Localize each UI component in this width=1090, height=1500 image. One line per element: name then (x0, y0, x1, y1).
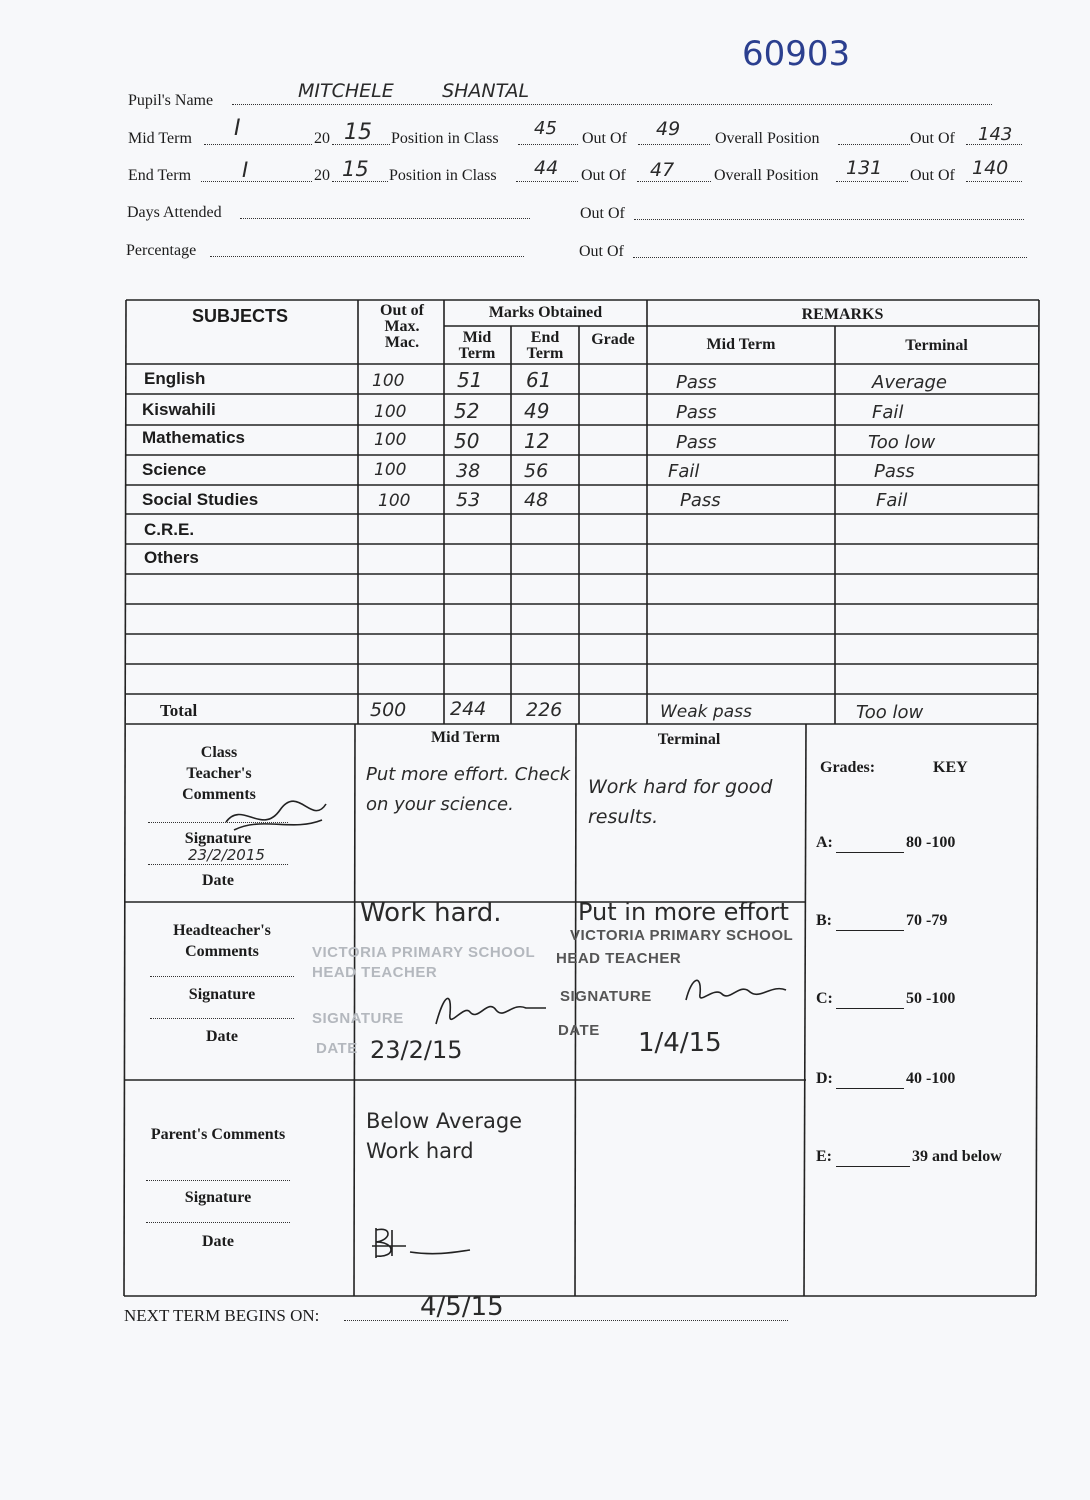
headteacher-mid-date: 23/2/15 (370, 1036, 463, 1064)
headteacher-signature-line (150, 1018, 294, 1019)
subjects-header: SUBJECTS (192, 306, 289, 326)
class-teacher-date-line (148, 864, 288, 865)
class-teacher-date-value: 23/2/2015 (188, 846, 265, 864)
terminal-stamp-school: VICTORIA PRIMARY SCHOOL (570, 927, 794, 944)
subject-name: Others (144, 548, 199, 567)
grade-header: Grade (591, 331, 635, 348)
end-term-mark: 12 (524, 429, 550, 453)
grade-underline (836, 930, 904, 931)
end-term-mark: 61 (526, 368, 552, 392)
end-out-of-label: Out Of (581, 167, 626, 184)
headteacher-terminal-comment: Put in more effort (578, 898, 789, 926)
mid-position-value: 45 (534, 118, 557, 139)
mid-overall-label: Overall Position (715, 130, 820, 147)
remark-terminal: Too low (868, 432, 936, 453)
total-remark-mid-term: Weak pass (660, 702, 752, 722)
grade-underline (836, 1008, 904, 1009)
comments-terminal-header: Terminal (657, 731, 721, 748)
end-overall-out-of-value: 140 (972, 157, 1009, 179)
total-mid-term: 244 (450, 698, 487, 720)
headteacher-mid-signature (430, 984, 550, 1034)
headteacher-terminal-signature (680, 970, 800, 1010)
total-label: Total (160, 701, 198, 720)
headteacher-signature-label: Signature (188, 986, 256, 1003)
mid-position-label: Position in Class (391, 130, 499, 147)
end-year-value: 15 (342, 157, 369, 181)
end-overall-label: Overall Position (714, 167, 819, 184)
grade-letter: C: (816, 990, 833, 1007)
remark-mid-term: Pass (676, 432, 717, 453)
remarks-header: REMARKS (801, 306, 884, 323)
pupil-name-label: Pupil's Name (128, 92, 214, 109)
remarks-mid-term-header: Mid Term (706, 336, 776, 353)
max-marks-header: Out of Max. Mac. (380, 302, 424, 351)
class-teacher-date-label: Date (202, 872, 234, 889)
total-end-term: 226 (526, 699, 563, 721)
headteacher-mid-comment: Work hard. (360, 898, 502, 928)
mid-term-mark: 51 (457, 368, 483, 392)
remark-mid-term: Pass (680, 490, 721, 511)
mid-term-label: Mid Term (128, 130, 192, 147)
mid-year-prefix: 20 (314, 130, 330, 147)
mid-term-value: I (234, 116, 241, 141)
remark-mid-term: Pass (676, 372, 717, 393)
mid-term-mark: 50 (454, 429, 480, 453)
remark-terminal: Fail (876, 490, 908, 511)
marks-obtained-header: Marks Obtained (488, 304, 603, 321)
grade-range: 40 -100 (906, 1070, 956, 1087)
marks-mid-term-header: Mid Term (458, 329, 496, 362)
mid-out-of-value: 49 (656, 118, 681, 140)
headteacher-terminal-date: 1/4/15 (638, 1028, 722, 1058)
terminal-stamp-date: DATE (558, 1022, 600, 1039)
class-teacher-terminal-comment: Work hard for good results. (588, 776, 773, 828)
grade-letter: A: (816, 834, 833, 851)
next-term-value: 4/5/15 (420, 1292, 504, 1322)
parent-signature (366, 1222, 476, 1262)
pupil-name-value: MITCHELE SHANTAL (298, 80, 530, 102)
marks-end-term-header: End Term (526, 329, 564, 362)
headteacher-date-label: Date (206, 1028, 238, 1045)
mid-overall-out-of-value: 143 (978, 124, 1013, 145)
percentage-out-of-label: Out Of (579, 243, 624, 260)
mid-term-mark: 38 (456, 460, 481, 482)
mid-term-mark: 52 (454, 399, 480, 423)
end-overall-value: 131 (846, 157, 883, 179)
end-term-value: I (242, 158, 249, 182)
parent-signature-line (146, 1222, 290, 1223)
total-remark-terminal: Too low (856, 702, 924, 723)
headteacher-label: Headteacher's Comments (173, 922, 271, 960)
class-teacher-mid-comment: Put more effort. Check on your science. (366, 764, 571, 815)
terminal-stamp-signature: SIGNATURE (560, 988, 652, 1005)
grade-underline (836, 1166, 910, 1167)
class-teacher-label: Class Teacher's Comments (182, 744, 256, 803)
remark-mid-term: Fail (668, 461, 700, 482)
end-position-value: 44 (534, 157, 559, 179)
grade-range: 70 -79 (906, 912, 948, 929)
parent-label: Parent's Comments (150, 1126, 286, 1143)
grade-underline (836, 1088, 904, 1089)
percentage-label: Percentage (126, 242, 197, 259)
grade-underline (836, 852, 904, 853)
mid-out-of-label: Out Of (582, 130, 627, 147)
subject-name: C.R.E. (144, 520, 195, 539)
max-mark: 100 (374, 430, 407, 450)
end-term-label: End Term (128, 167, 192, 184)
grade-range: 80 -100 (906, 834, 956, 851)
headteacher-comments-line (150, 976, 294, 977)
mid-year-value: 15 (344, 120, 372, 145)
class-teacher-signature-label: Signature (184, 830, 252, 847)
subject-name: Social Studies (142, 490, 259, 509)
grade-range: 39 and below (912, 1148, 1002, 1165)
end-term-mark: 48 (524, 489, 549, 511)
end-year-prefix: 20 (314, 167, 330, 184)
mid-term-mark: 53 (456, 489, 481, 511)
end-term-mark: 56 (524, 460, 549, 482)
remark-terminal: Fail (872, 402, 904, 423)
days-attended-label: Days Attended (127, 204, 222, 221)
end-out-of-value: 47 (650, 159, 675, 181)
grade-letter: D: (816, 1070, 833, 1087)
grade-letter: E: (816, 1148, 832, 1165)
grade-letter: B: (816, 912, 832, 929)
comments-mid-term-header: Mid Term (431, 729, 500, 746)
max-mark: 100 (372, 371, 405, 391)
max-mark: 100 (378, 491, 411, 511)
mid-stamp-signature: SIGNATURE (312, 1010, 404, 1027)
remark-mid-term: Pass (676, 402, 717, 423)
parent-date-label: Date (202, 1233, 234, 1250)
subject-name: Kiswahili (142, 400, 216, 419)
grades-title: Grades: (820, 759, 876, 776)
max-mark: 100 (374, 402, 407, 422)
mid-stamp-head: HEAD TEACHER (312, 964, 438, 981)
parent-mid-comment: Below Average Work hard (366, 1109, 523, 1163)
remarks-terminal-header: Terminal (905, 337, 968, 354)
remark-terminal: Average (872, 372, 947, 393)
parent-comments-line (146, 1180, 290, 1181)
end-overall-out-of-label: Out Of (910, 167, 955, 184)
next-term-label: NEXT TERM BEGINS ON: (124, 1306, 320, 1325)
parent-signature-label: Signature (184, 1189, 252, 1206)
mid-stamp-school: VICTORIA PRIMARY SCHOOL (312, 944, 536, 961)
mid-stamp-date: DATE (316, 1040, 358, 1057)
days-out-of-label: Out Of (580, 205, 625, 222)
class-teacher-signature (222, 796, 332, 840)
grades-key-label: KEY (933, 759, 968, 776)
end-position-label: Position in Class (389, 167, 497, 184)
next-term-line (344, 1320, 788, 1321)
document-number: 60903 (742, 34, 851, 74)
max-mark: 100 (374, 460, 407, 480)
terminal-stamp-head: HEAD TEACHER (556, 950, 682, 967)
subject-name: Mathematics (142, 428, 245, 447)
grade-range: 50 -100 (906, 990, 956, 1007)
total-max: 500 (370, 699, 407, 721)
subject-name: Science (142, 460, 207, 479)
remark-terminal: Pass (874, 461, 915, 482)
subject-name: English (144, 369, 206, 388)
end-term-mark: 49 (524, 399, 550, 423)
mid-overall-out-of-label: Out Of (910, 130, 955, 147)
